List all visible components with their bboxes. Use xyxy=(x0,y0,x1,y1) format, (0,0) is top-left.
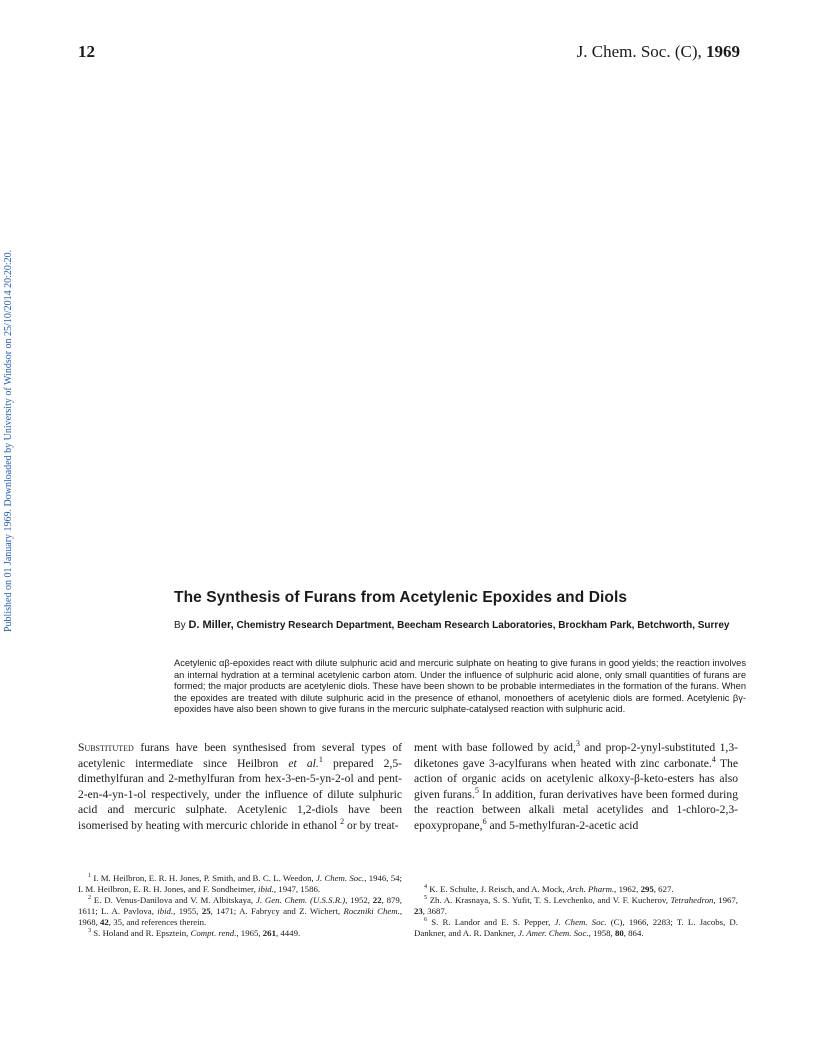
body-text: In addition, furan derivatives have been formed during the reaction between alkali metal acetylides and 1-chloro-2,3-epoxypropane, xyxy=(414,787,738,832)
footnotes-left xyxy=(78,873,402,939)
body-paragraph xyxy=(414,740,738,833)
footnote-number: 1 xyxy=(88,873,92,880)
abstract: Acetylenic αβ-epoxides react with dilute sulphuric acid and mercuric sulphate on heating to give furans in good yields; the reaction involves an internal hydration at a terminal acetylenic carbon atom. Under the influence of sulphuric acid alone, only small quantities of furans are formed; the major products are acetylenic diols. These have been shown to be probable intermediates in the formation of the furans. When the epoxides are treated with dilute sulphuric acid in the presence of ethanol, monoethers of acetylenic diols are formed. Acetylenic βγ-epoxides have also been shown to give furans in the mercuric sulphate-catalysed reaction with sulphuric acid. xyxy=(174,658,746,715)
volume-number: 295 xyxy=(640,884,654,894)
author-name: D. Miller, xyxy=(188,619,234,631)
footnote-text: I. M. Heilbron, E. R. H. Jones, P. Smith, and B. C. L. Weedon, xyxy=(91,873,316,883)
footnote-text: , 1968, xyxy=(78,906,403,927)
affiliation: Chemistry Research Department, Beecham Research Laboratories, Brockham Park, Betchworth, Surrey xyxy=(236,620,730,631)
published-date[interactable]: Published on 01 January 1969. xyxy=(3,508,14,632)
footnote-text: , 35, and references therein. xyxy=(108,917,207,927)
lead-word: Substituted xyxy=(78,741,134,754)
footnote-text: E. D. Venus-Danilova and V. M. Albitskaya, xyxy=(91,895,256,905)
body-column-right xyxy=(414,740,738,833)
journal-abbrev: Compt. rend. xyxy=(190,928,237,938)
ref-mark: 3 xyxy=(575,739,580,749)
footnote-text: , 1947, 1586. xyxy=(273,884,321,894)
journal-abbrev: ibid. xyxy=(258,884,274,894)
footnote-text: , 1965, xyxy=(236,928,263,938)
body-text: prepared 2,5-dimethylfuran and 2-methylfuran from hex-3-en-5-yn-2-ol and pent-2-en-4-yn-1-ol respectively, under the influence of dilute sulphuric acid and mercuric sulphate. Acetylenic 1,2-diols have been isomerised by heating with mercuric chloride in ethanol xyxy=(78,756,402,832)
footnote-4 xyxy=(414,884,738,895)
download-info[interactable]: Downloaded by University of Windsor on 25/10/2014 20:20:20. xyxy=(3,249,14,507)
journal-abbrev: J. Chem. Soc. xyxy=(554,917,607,927)
article-title: The Synthesis of Furans from Acetylenic Epoxides and Diols xyxy=(174,589,628,606)
footnotes-right xyxy=(414,884,738,939)
body-italic: et al. xyxy=(288,756,319,770)
body-text: ment with base followed by acid, xyxy=(414,741,576,754)
footnote-text: , 1946, 54; I. M. Heilbron, E. R. H. Jones, and F. Sondheimer, xyxy=(78,873,402,894)
volume-number: 80 xyxy=(614,928,624,938)
footnote-text: Zh. A. Krasnaya, S. S. Yufit, T. S. Levchenko, and V. F. Kucherov, xyxy=(427,895,671,905)
body-text: The action of organic acids on acetylenic alkoxy-β-keto-esters has also given furans. xyxy=(414,756,739,801)
footnote-3 xyxy=(78,928,402,939)
ref-mark: 2 xyxy=(340,816,345,826)
journal-abbrev: Roczniki Chem. xyxy=(343,906,400,916)
ref-mark: 1 xyxy=(318,754,323,764)
volume-number: 22 xyxy=(372,895,382,905)
footnote-text: , 1967, xyxy=(713,895,738,905)
footnote-2 xyxy=(78,895,402,928)
volume-number: 261 xyxy=(262,928,276,938)
journal-year: 1969 xyxy=(706,42,740,61)
journal-name: J. Chem. Soc. (C), xyxy=(576,42,702,61)
footnote-text: , 879, 1611; L. A. Pavlova, xyxy=(78,895,402,916)
body-text: or by treat- xyxy=(344,818,399,832)
journal-abbrev: Arch. Pharm. xyxy=(566,884,615,894)
body-column-left xyxy=(78,740,402,833)
footnote-number: 6 xyxy=(424,917,428,924)
byline xyxy=(174,619,746,632)
ref-mark: 6 xyxy=(482,816,487,826)
body-text: and 5-methylfuran-2-acetic acid xyxy=(486,818,639,832)
footnote-text: , 627. xyxy=(653,884,674,894)
body-text: and prop-2-ynyl-substituted 1,3-diketones gave 3-acylfurans when heated with zinc carbonate. xyxy=(414,741,738,770)
journal-abbrev: J. Gen. Chem. (U.S.S.R.) xyxy=(255,895,346,905)
footnote-text: , 1962, xyxy=(614,884,641,894)
download-notice[interactable] xyxy=(3,249,14,632)
journal-header xyxy=(577,42,740,62)
footnote-text: , 3687. xyxy=(422,906,447,916)
footnote-number: 2 xyxy=(88,895,92,902)
journal-abbrev: J. Chem. Soc. xyxy=(315,873,365,883)
footnote-text: , 864. xyxy=(623,928,644,938)
footnote-number: 4 xyxy=(424,884,428,891)
ref-mark: 5 xyxy=(474,785,479,795)
body-text: furans have been synthesised from several types of acetylenic intermediate since Heilbron xyxy=(78,741,402,770)
footnote-text: , 1471; A. Fabrycy and Z. Wichert, xyxy=(210,906,344,916)
journal-abbrev: Tetrahedron xyxy=(670,895,714,905)
byline-by: By xyxy=(174,620,186,631)
footnote-text: , 1952, xyxy=(345,895,373,905)
journal-abbrev: J. Amer. Chem. Soc. xyxy=(518,928,589,938)
journal-abbrev: ibid. xyxy=(157,906,174,916)
footnote-text: , 4449. xyxy=(275,928,301,938)
volume-number: 25 xyxy=(201,906,211,916)
footnote-1 xyxy=(78,873,402,895)
volume-number: 42 xyxy=(100,917,109,927)
footnote-5 xyxy=(414,895,738,917)
page-number: 12 xyxy=(78,42,95,61)
footnote-text: , 1958, xyxy=(588,928,615,938)
footnote-text: K. E. Schulte, J. Reisch, and A. Mock, xyxy=(427,884,567,894)
volume-number: 23 xyxy=(414,906,423,916)
footnote-text: , 1955, xyxy=(173,906,202,916)
body-paragraph xyxy=(78,740,402,833)
footnote-6 xyxy=(414,917,738,939)
footnote-text: S. R. Landor and E. S. Pepper, xyxy=(427,917,555,927)
ref-mark: 4 xyxy=(711,754,716,764)
footnote-text: (C), 1966, 2283; T. L. Jacobs, D. Dankner, and A. R. Dankner, xyxy=(414,917,738,938)
footnote-text: S. Holand and R. Epsztein, xyxy=(91,928,191,938)
footnote-number: 3 xyxy=(88,928,92,935)
footnote-number: 5 xyxy=(424,895,428,902)
